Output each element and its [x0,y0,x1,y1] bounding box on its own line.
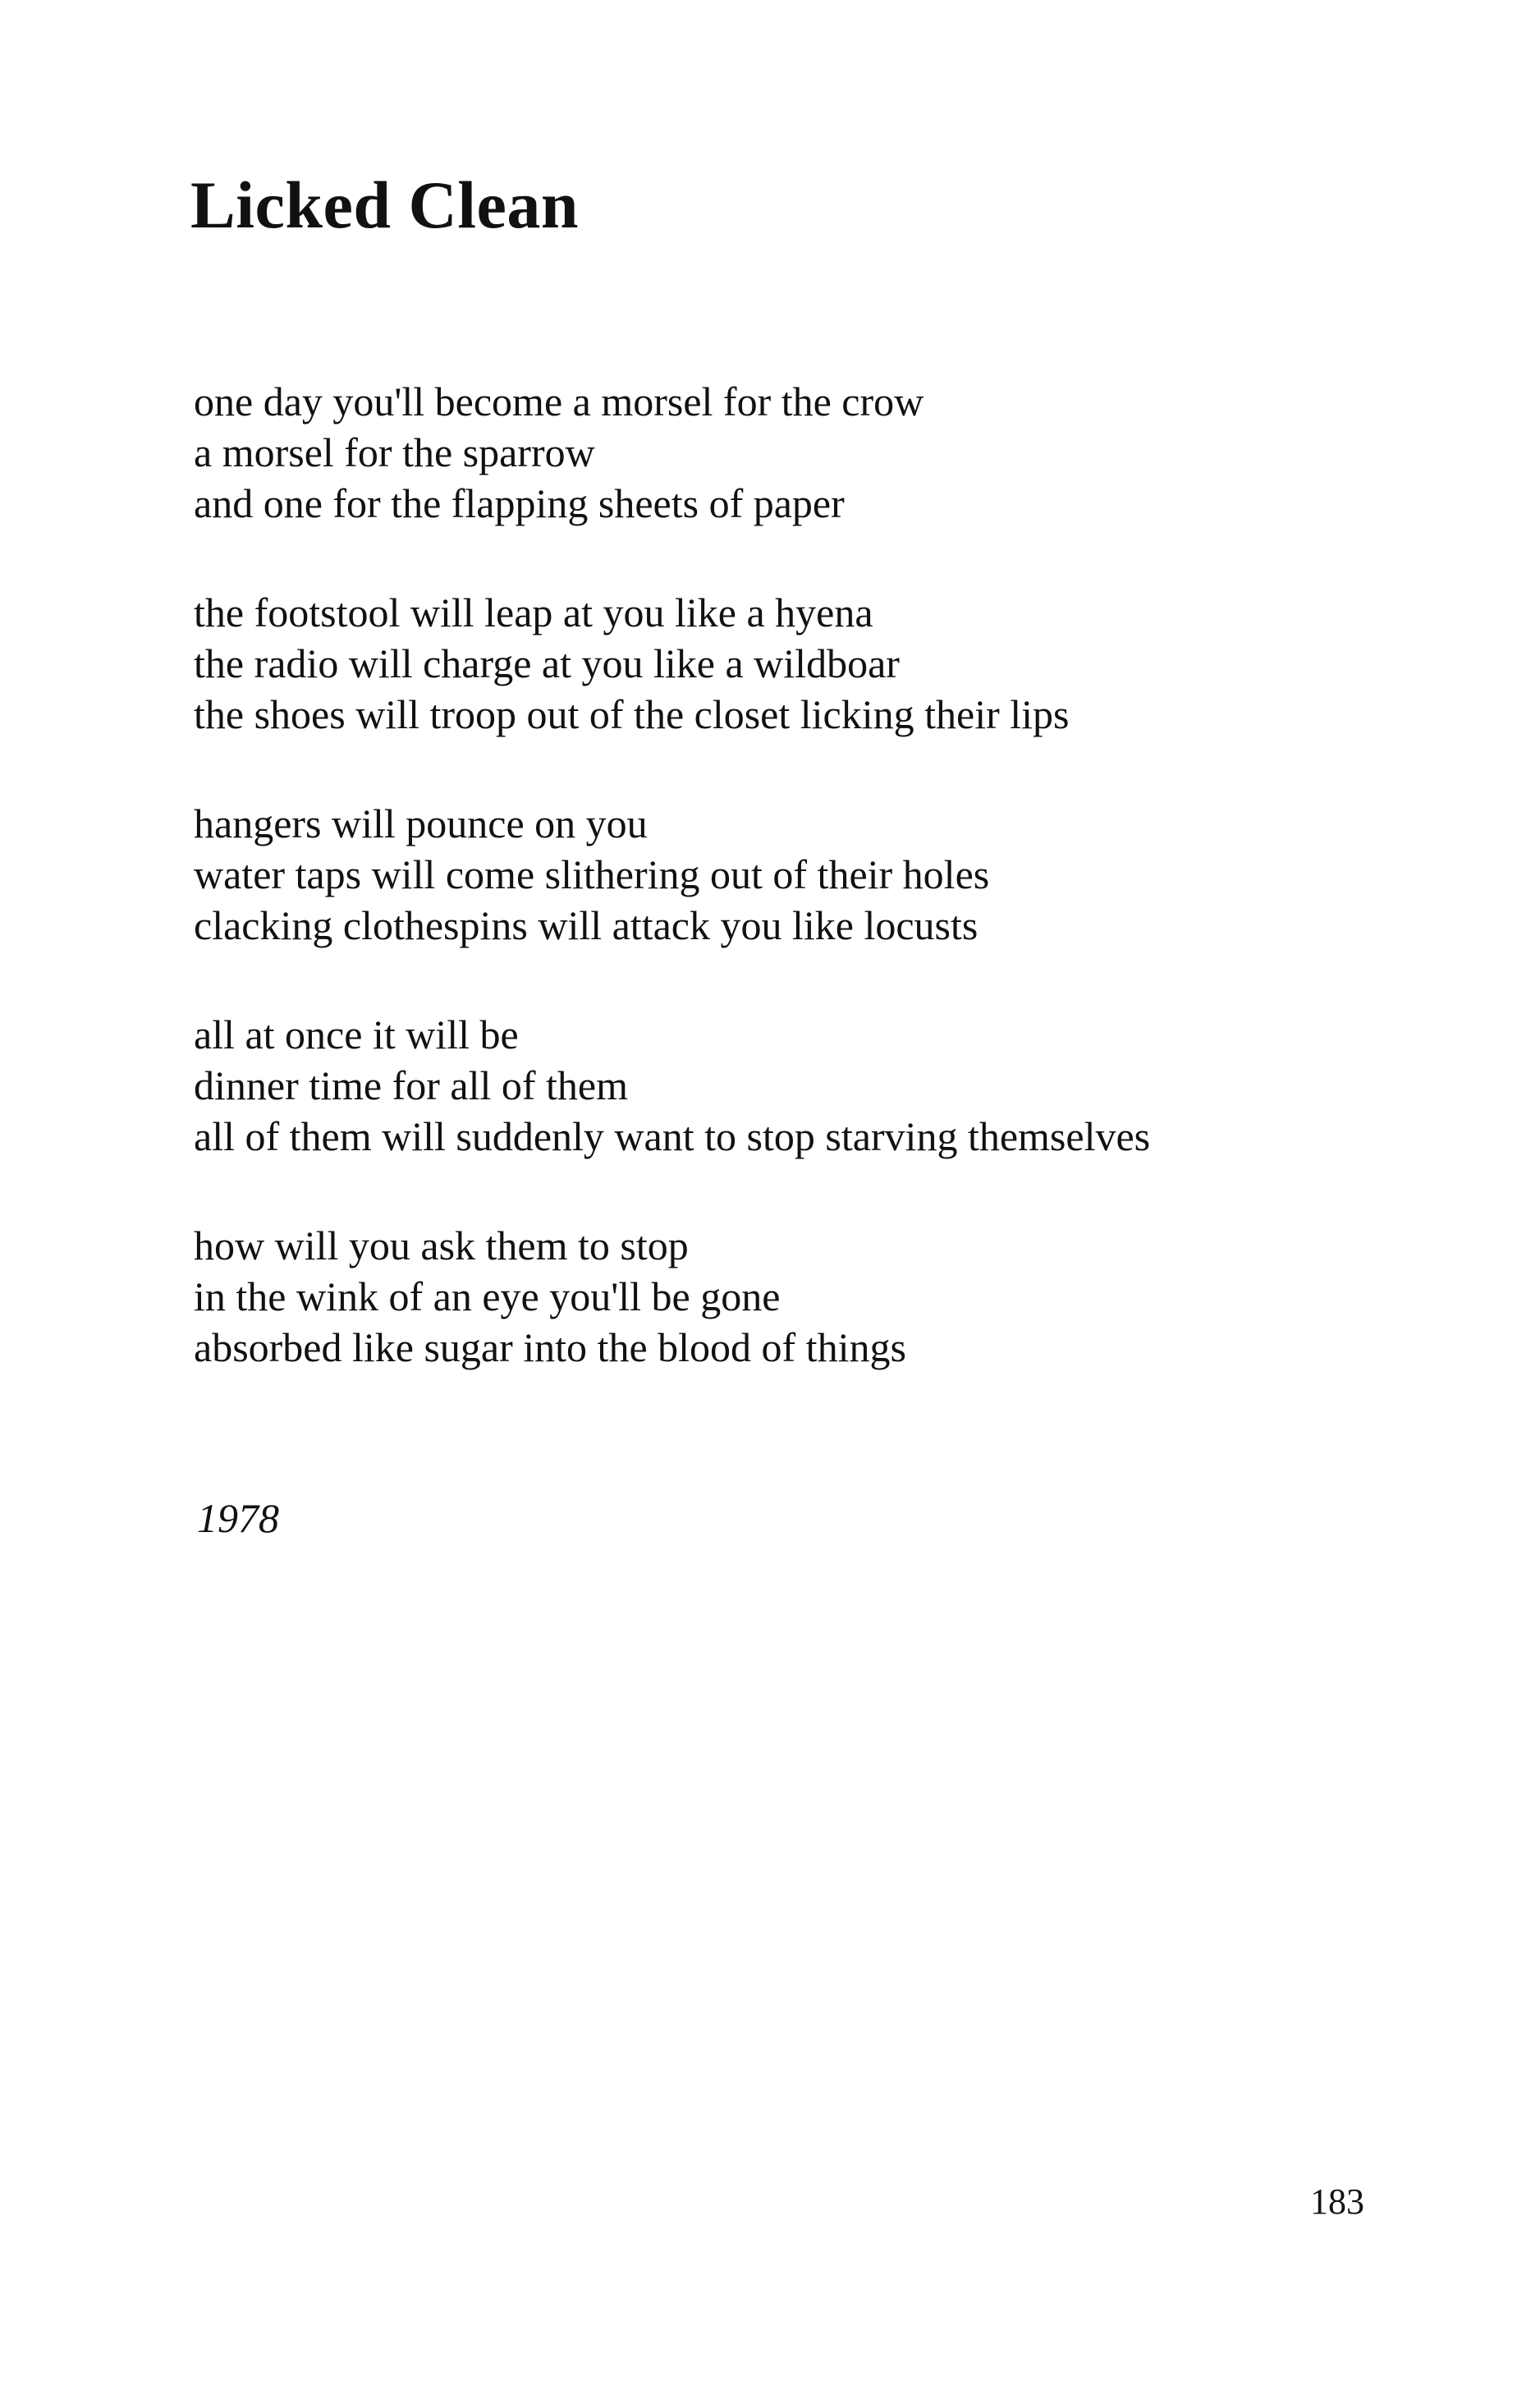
poem-line: hangers will pounce on you [194,800,648,846]
poem-line: dinner time for all of them [194,1062,629,1108]
poem-line: the radio will charge at you like a wildboar [194,640,900,686]
poem-line: one day you'll become a morsel for the crow [194,378,924,424]
poem-line: absorbed like sugar into the blood of things [194,1324,906,1370]
stanza-3 [194,798,1425,951]
poem-line: in the wink of an eye you'll be gone [194,1273,781,1319]
poem-title: Licked Clean [190,167,579,242]
poem-line: the footstool will leap at you like a hyena [194,589,873,635]
poem-date: 1978 [197,1495,279,1541]
poem-line: how will you ask them to stop [194,1222,689,1268]
poem-body [194,376,1425,1431]
stanza-2 [194,587,1425,740]
poem-line: a morsel for the sparrow [194,429,595,475]
stanza-5 [194,1220,1425,1373]
poem-line: water taps will come slithering out of their holes [194,851,990,897]
poem-line: the shoes will troop out of the closet licking their lips [194,691,1070,737]
poem-line: all of them will suddenly want to stop starving themselves [194,1113,1151,1159]
poem-line: and one for the flapping sheets of paper [194,480,845,526]
poem-line: clacking clothespins will attack you like locusts [194,902,979,948]
page-number: 183 [1310,2181,1364,2222]
poem-line: all at once it will be [194,1011,519,1057]
stanza-1 [194,376,1425,529]
stanza-4 [194,1009,1425,1162]
